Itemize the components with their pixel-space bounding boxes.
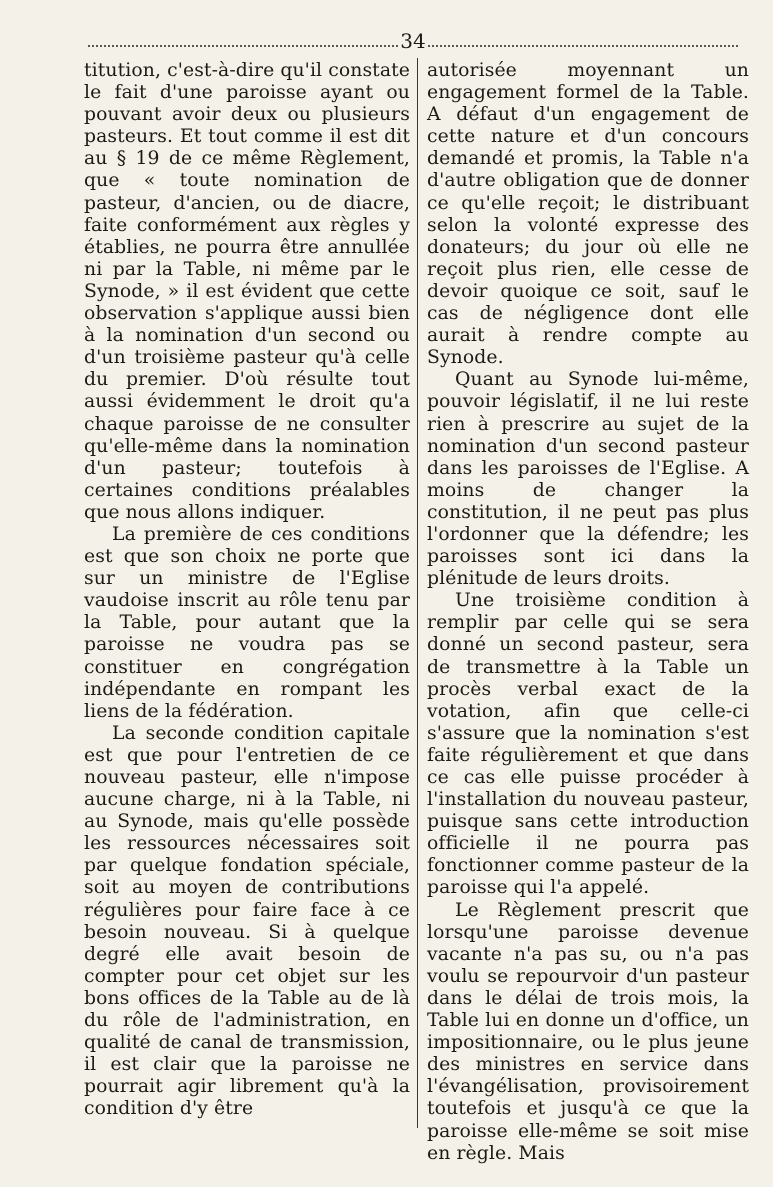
column-divider [417,58,418,1128]
paragraph: Le Règlement prescrit que lorsqu'une paroisse devenue vacante n'a pas su, ou n'a pas voulu se repourvoir d'un pasteur dans le délai de trois mois, la Table lui en donne un d'office, un impositionnaire, ou le plus jeune des ministres en service dans l'évangélisation, provisoirement toutefois et jusqu'à ce que la paroisse elle-même se soit mise en règle. Mais [427,899,749,1164]
left-column [84,60,410,1121]
paragraph: Quant au Synode lui-même, pouvoir législatif, il ne lui reste rien à prescrire au sujet de la nomination d'un second pasteur dans les paroisses de l'Eglise. A moins de changer la constitution, il ne peut pas plus l'ordonner que la défendre; les paroisses sont ici dans la plénitude de leurs droits. [427,369,749,590]
paragraph: Une troisième condition à remplir par celle qui se sera donné un second pasteur, sera de transmettre à la Table un procès verbal exact de la votation, afin que celle-ci s'assure que la nomination s'est faite régulièrement et que dans ce cas elle puisse procéder à l'installation du nouveau pasteur, puisque sans cette introduction officielle il ne pourra pas fonctionner comme pasteur de la paroisse qui l'a appelé. [427,590,749,899]
paragraph: titution, c'est-à-dire qu'il constate le fait d'une paroisse ayant ou pouvant avoir deux ou plusieurs pasteurs. Et tout comme il est dit au § 19 de ce même Règlement, que « toute nomination de pasteur, d'ancien, ou de diacre, faite conformément aux règles y établies, ne pourra être annullée ni par la Table, ni même par le Synode, » il est évident que cette observation s'applique aussi bien à la nomination d'un second ou d'un troisième pasteur qu'à celle du premier. D'où résulte tout aussi évidemment le droit qu'a chaque paroisse de ne consulter qu'elle-même dans la nomination d'un pasteur; toutefois à certaines conditions préalables que nous allons indiquer. [84,60,410,523]
right-column [427,60,749,1165]
page-header [88,30,738,54]
paragraph: La première de ces conditions est que son choix ne porte que sur un ministre de l'Eglise vaudoise inscrit au rôle tenu par la Table, pour autant que la paroisse ne voudra pas se constituer en congrégation indépendante en rompant les liens de la fédération. [84,523,410,722]
paragraph: La seconde condition capitale est que pour l'entretien de ce nouveau pasteur, elle n'impose aucune charge, ni à la Table, ni au Synode, mais qu'elle possède les ressources nécessaires soit par quelque fondation spéciale, soit au moyen de contributions régulières pour faire face à ce besoin nouveau. Si à quelque degré elle avait besoin de compter pour cet objet sur les bons offices de la Table au de là du rôle de l'administration, en qualité de canal de transmission, il est clair que la paroisse ne pourrait agir librement qu'à la condition d'y être [84,722,410,1120]
paragraph: autorisée moyennant un engagement formel de la Table. A défaut d'un engagement de cette nature et d'un concours demandé et promis, la Table n'a d'autre obligation que de donner ce qu'elle reçoit; le distribuant selon la volonté expresse des donateurs; du jour où elle ne reçoit plus rien, elle cesse de devoir quoique ce soit, sauf le cas de négligence dont elle aurait à rendre compte au Synode. [427,60,749,369]
page-number: 34 [400,29,426,53]
header-rule-right [428,45,738,47]
header-rule-left [88,45,398,47]
